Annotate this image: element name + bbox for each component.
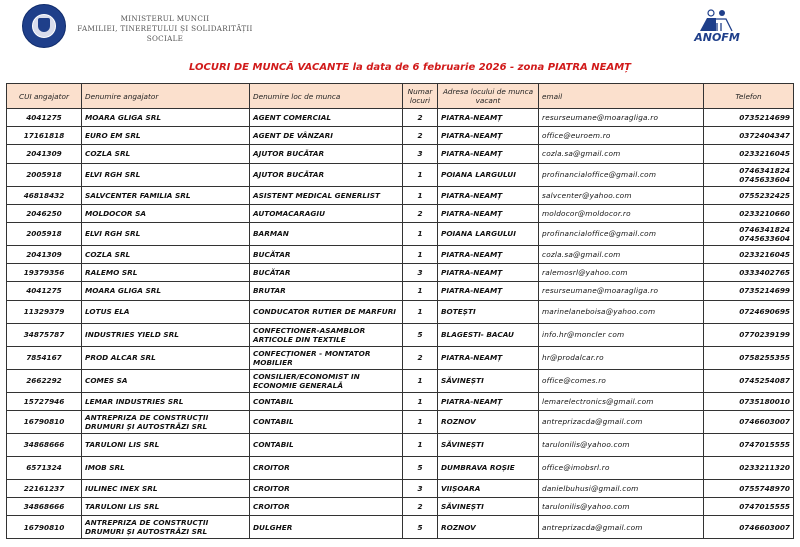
cell-cui: 2005918 <box>7 163 82 186</box>
cell-address: SĂVINEȘTI <box>438 369 539 392</box>
cell-count: 5 <box>403 456 438 479</box>
cell-address: PIATRA-NEAMȚ <box>438 127 539 145</box>
anofm-wordmark: ANOFM <box>694 31 740 44</box>
cell-phone: 0233210660 <box>704 204 794 222</box>
table-row <box>7 127 794 145</box>
cell-count: 5 <box>403 516 438 539</box>
column-header-phone: Telefon <box>704 84 794 109</box>
cell-employer: MOLDOCOR SA <box>82 204 250 222</box>
column-header-job: Denumire loc de munca <box>250 84 403 109</box>
cell-count: 1 <box>403 300 438 323</box>
coat-of-arms-icon <box>38 18 50 32</box>
cell-address: PIATRA-NEAMȚ <box>438 204 539 222</box>
cell-address: ROZNOV <box>438 516 539 539</box>
cell-employer: RALEMO SRL <box>82 264 250 282</box>
cell-email[interactable]: ralemosrl@yahoo.com <box>539 264 704 282</box>
cell-phone: 0747015555 <box>704 433 794 456</box>
cell-count: 3 <box>403 264 438 282</box>
cell-address: POIANA LARGULUI <box>438 163 539 186</box>
cell-cui: 6571324 <box>7 456 82 479</box>
table-row <box>7 323 794 346</box>
cell-employer: COZLA SRL <box>82 245 250 263</box>
cell-email[interactable]: danielbuhusi@gmail.com <box>539 479 704 497</box>
table-row <box>7 433 794 456</box>
cell-employer: ELVI RGH SRL <box>82 163 250 186</box>
cell-email[interactable]: resurseumane@moaragliga.ro <box>539 282 704 300</box>
table-row <box>7 186 794 204</box>
cell-employer: MOARA GLIGA SRL <box>82 109 250 127</box>
cell-phone: 0735214699 <box>704 282 794 300</box>
table-row <box>7 516 794 539</box>
cell-phone: 0755748970 <box>704 479 794 497</box>
cell-employer: LEMAR INDUSTRIES SRL <box>82 392 250 410</box>
cell-cui: 4041275 <box>7 109 82 127</box>
cell-cui: 22161237 <box>7 479 82 497</box>
cell-phone: 0233211320 <box>704 456 794 479</box>
cell-email[interactable]: profinancialoffice@gmail.com <box>539 222 704 245</box>
table-row <box>7 392 794 410</box>
cell-count: 1 <box>403 433 438 456</box>
cell-cui: 34875787 <box>7 323 82 346</box>
cell-address: PIATRA-NEAMȚ <box>438 109 539 127</box>
cell-address: ROZNOV <box>438 410 539 433</box>
phone-primary: 0746341824 <box>739 165 790 175</box>
cell-email[interactable]: marinelaneboisa@yahoo.com <box>539 300 704 323</box>
cell-phone: 0724690695 <box>704 300 794 323</box>
romanian-government-seal-icon <box>22 4 66 48</box>
cell-address: PIATRA-NEAMȚ <box>438 392 539 410</box>
table-row <box>7 163 794 186</box>
cell-cui: 2046250 <box>7 204 82 222</box>
cell-cui: 15727946 <box>7 392 82 410</box>
cell-email[interactable]: antreprizacda@gmail.com <box>539 410 704 433</box>
table-row <box>7 300 794 323</box>
table-row <box>7 204 794 222</box>
cell-job: CONDUCATOR RUTIER DE MARFURI <box>250 300 403 323</box>
cell-cui: 46818432 <box>7 186 82 204</box>
cell-count: 1 <box>403 245 438 263</box>
cell-count: 3 <box>403 145 438 163</box>
page-title: LOCURI DE MUNCĂ VACANTE la data de 6 februarie 2026 - zona PIATRA NEAMȚ <box>189 62 631 73</box>
cell-address: POIANA LARGULUI <box>438 222 539 245</box>
cell-job: AGENT DE VÂNZARI <box>250 127 403 145</box>
cell-address: VIIȘOARA <box>438 479 539 497</box>
cell-employer: MOARA GLIGA SRL <box>82 282 250 300</box>
cell-job: BRUTAR <box>250 282 403 300</box>
cell-job: CONFECȚIONER - MONTATOR MOBILIER <box>250 346 403 369</box>
cell-address: BOTEȘTI <box>438 300 539 323</box>
cell-job: CONSILIER/ECONOMIST IN ECONOMIE GENERALĂ <box>250 369 403 392</box>
cell-cui: 19379356 <box>7 264 82 282</box>
cell-email[interactable]: office@imobsrl.ro <box>539 456 704 479</box>
cell-address: PIATRA-NEAMȚ <box>438 346 539 369</box>
cell-cui: 16790810 <box>7 410 82 433</box>
cell-phone: 0747015555 <box>704 497 794 515</box>
cell-address: PIATRA-NEAMȚ <box>438 282 539 300</box>
phone-secondary: 0745633604 <box>739 233 790 243</box>
cell-email[interactable]: resurseumane@moaragliga.ro <box>539 109 704 127</box>
cell-phone: 0735180010 <box>704 392 794 410</box>
cell-phone <box>704 222 794 245</box>
cell-job: CONFECTIONER-ASAMBLOR ARTICOLE DIN TEXTILE <box>250 323 403 346</box>
table-row <box>7 264 794 282</box>
cell-phone: 0372404347 <box>704 127 794 145</box>
cell-job: BUCĂTAR <box>250 245 403 263</box>
cell-address: PIATRA-NEAMȚ <box>438 264 539 282</box>
table-row <box>7 145 794 163</box>
cell-email[interactable]: hr@prodalcar.ro <box>539 346 704 369</box>
cell-email[interactable]: salvcenter@yahoo.com <box>539 186 704 204</box>
page-header <box>0 0 800 80</box>
column-header-address: Adresa locului de munca vacant <box>438 84 539 109</box>
table-header-row <box>7 84 794 109</box>
cell-cui: 34868666 <box>7 497 82 515</box>
cell-cui: 17161818 <box>7 127 82 145</box>
cell-phone: 0233216045 <box>704 245 794 263</box>
cell-cui: 2005918 <box>7 222 82 245</box>
cell-address: BLAGESTI- BACAU <box>438 323 539 346</box>
cell-employer: IMOB SRL <box>82 456 250 479</box>
table-row <box>7 109 794 127</box>
cell-job: CROITOR <box>250 479 403 497</box>
cell-count: 1 <box>403 410 438 433</box>
table-row <box>7 456 794 479</box>
cell-employer: PROD ALCAR SRL <box>82 346 250 369</box>
cell-job: BARMAN <box>250 222 403 245</box>
cell-email[interactable]: office@comes.ro <box>539 369 704 392</box>
cell-job: AJUTOR BUCĂTAR <box>250 163 403 186</box>
cell-cui: 2041309 <box>7 245 82 263</box>
cell-employer: TARULONI LIS SRL <box>82 433 250 456</box>
cell-employer: INDUSTRIES YIELD SRL <box>82 323 250 346</box>
cell-employer: COZLA SRL <box>82 145 250 163</box>
cell-cui: 4041275 <box>7 282 82 300</box>
cell-job: CROITOR <box>250 497 403 515</box>
table-row <box>7 410 794 433</box>
cell-count: 3 <box>403 479 438 497</box>
phone-primary: 0746341824 <box>739 224 790 234</box>
cell-employer: LOTUS ELA <box>82 300 250 323</box>
column-header-employer: Denumire angajator <box>82 84 250 109</box>
cell-address: PIATRA-NEAMȚ <box>438 245 539 263</box>
ministry-name <box>70 14 260 44</box>
cell-count: 2 <box>403 346 438 369</box>
cell-job: DULGHER <box>250 516 403 539</box>
cell-employer: ANTREPRIZA DE CONSTRUCȚII DRUMURI ȘI AUTOSTRĂZI SRL <box>82 410 250 433</box>
cell-cui: 11329379 <box>7 300 82 323</box>
table-row <box>7 479 794 497</box>
cell-phone: 0233216045 <box>704 145 794 163</box>
cell-count: 2 <box>403 204 438 222</box>
ministry-line-1: MINISTERUL MUNCII <box>120 14 210 23</box>
cell-phone: 0758255355 <box>704 346 794 369</box>
cell-phone: 0333402765 <box>704 264 794 282</box>
cell-address: SĂVINEȘTI <box>438 497 539 515</box>
cell-employer: EURO EM SRL <box>82 127 250 145</box>
cell-job: AGENT COMERCIAL <box>250 109 403 127</box>
ministry-line-2: FAMILIEI, TINERETULUI ȘI SOLIDARITĂȚII SOCIALE <box>77 24 253 43</box>
cell-job: ASISTENT MEDICAL GENERLIST <box>250 186 403 204</box>
job-vacancies-table <box>6 83 794 539</box>
cell-job: CONTABIL <box>250 410 403 433</box>
cell-email[interactable]: cozla.sa@gmail.com <box>539 245 704 263</box>
table-row <box>7 497 794 515</box>
cell-employer: IULINEC INEX SRL <box>82 479 250 497</box>
cell-job: CROITOR <box>250 456 403 479</box>
cell-cui: 16790810 <box>7 516 82 539</box>
cell-email[interactable]: moldocor@moldocor.ro <box>539 204 704 222</box>
table-row <box>7 245 794 263</box>
cell-count: 1 <box>403 369 438 392</box>
cell-cui: 34868666 <box>7 433 82 456</box>
cell-count: 1 <box>403 186 438 204</box>
table-row <box>7 346 794 369</box>
cell-job: CONTABIL <box>250 433 403 456</box>
cell-job: AJUTOR BUCĂTAR <box>250 145 403 163</box>
cell-phone <box>704 163 794 186</box>
column-header-email: email <box>539 84 704 109</box>
cell-count: 5 <box>403 323 438 346</box>
cell-employer: SALVCENTER FAMILIA SRL <box>82 186 250 204</box>
cell-count: 1 <box>403 163 438 186</box>
cell-phone: 0745254087 <box>704 369 794 392</box>
cell-employer: ELVI RGH SRL <box>82 222 250 245</box>
cell-employer: COMES SA <box>82 369 250 392</box>
table-row <box>7 369 794 392</box>
cell-email[interactable]: lemarelectronics@gmail.com <box>539 392 704 410</box>
table-body <box>7 109 794 539</box>
cell-address: PIATRA-NEAMȚ <box>438 145 539 163</box>
cell-phone: 0770239199 <box>704 323 794 346</box>
phone-secondary: 0745633604 <box>739 174 790 184</box>
cell-employer: TARULONI LIS SRL <box>82 497 250 515</box>
cell-phone: 0746603007 <box>704 410 794 433</box>
cell-address: PIATRA-NEAMȚ <box>438 186 539 204</box>
cell-phone: 0746603007 <box>704 516 794 539</box>
cell-email[interactable]: office@euroem.ro <box>539 127 704 145</box>
cell-count: 2 <box>403 497 438 515</box>
cell-email[interactable]: cozla.sa@gmail.com <box>539 145 704 163</box>
cell-job: CONTABIL <box>250 392 403 410</box>
cell-count: 2 <box>403 109 438 127</box>
cell-employer: ANTREPRIZA DE CONSTRUCȚII DRUMURI ȘI AUTOSTRĂZI SRL <box>82 516 250 539</box>
column-header-count: Numar locuri <box>403 84 438 109</box>
cell-email[interactable]: tarulonilis@yahoo.com <box>539 433 704 456</box>
cell-job: AUTOMACARAGIU <box>250 204 403 222</box>
cell-email[interactable]: tarulonilis@yahoo.com <box>539 497 704 515</box>
cell-job: BUCĂTAR <box>250 264 403 282</box>
cell-email[interactable]: profinancialoffice@gmail.com <box>539 163 704 186</box>
cell-email[interactable]: antreprizacda@gmail.com <box>539 516 704 539</box>
anofm-logo <box>690 9 744 49</box>
column-header-cui: CUI angajator <box>7 84 82 109</box>
table-row <box>7 222 794 245</box>
cell-count: 1 <box>403 222 438 245</box>
cell-phone: 0735214699 <box>704 109 794 127</box>
cell-cui: 2662292 <box>7 369 82 392</box>
cell-address: SĂVINEȘTI <box>438 433 539 456</box>
cell-count: 1 <box>403 282 438 300</box>
people-figures-icon <box>690 9 744 33</box>
cell-phone: 0755232425 <box>704 186 794 204</box>
cell-count: 2 <box>403 127 438 145</box>
cell-address: DUMBRAVA ROȘIE <box>438 456 539 479</box>
cell-cui: 7854167 <box>7 346 82 369</box>
cell-count: 1 <box>403 392 438 410</box>
cell-cui: 2041309 <box>7 145 82 163</box>
cell-email[interactable]: info.hr@moncler com <box>539 323 704 346</box>
table-row <box>7 282 794 300</box>
